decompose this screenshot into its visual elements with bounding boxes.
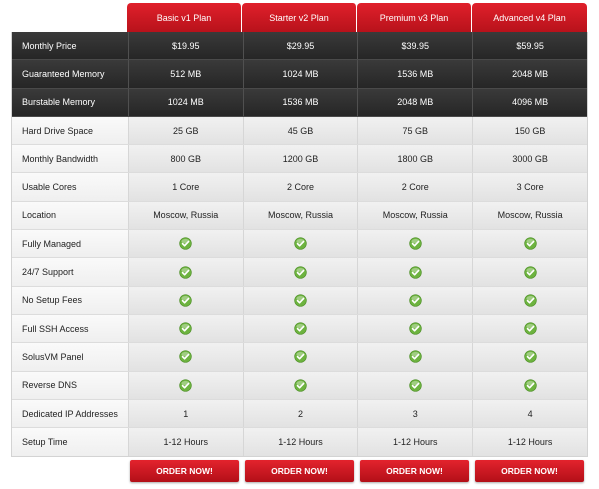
cell-value-advanced: $59.95: [472, 32, 587, 59]
table-row-monthly-price: [12, 32, 587, 60]
cell-value-starter: 2 Core: [243, 173, 358, 200]
cell-value-premium: $39.95: [357, 32, 472, 59]
green-check-icon: [524, 322, 537, 335]
cell-value-advanced: 4: [472, 400, 587, 427]
table-row-24-7-support: [12, 258, 587, 286]
cell-advanced: [472, 315, 587, 342]
order-now-button-basic[interactable]: ORDER NOW!: [130, 460, 239, 482]
row-label: Guaranteed Memory: [22, 68, 105, 79]
plan-name-starter: Starter v2 Plan: [242, 3, 357, 32]
cell-starter: [243, 372, 358, 399]
cell-basic: [128, 230, 243, 257]
cell-value-starter: 1024 MB: [243, 60, 358, 87]
cell-advanced: [472, 372, 587, 399]
cell-basic: [128, 343, 243, 370]
cell-value-advanced: 3 Core: [472, 173, 587, 200]
green-check-icon: [179, 350, 192, 363]
table-row-burstable-memory: [12, 89, 587, 117]
green-check-icon: [294, 379, 307, 392]
green-check-icon: [524, 379, 537, 392]
order-spacer: [11, 460, 127, 482]
green-check-icon: [524, 294, 537, 307]
cell-premium: [357, 230, 472, 257]
cell-value-basic: 800 GB: [128, 145, 243, 172]
cell-premium: [357, 287, 472, 314]
green-check-icon: [524, 266, 537, 279]
cell-basic: [128, 287, 243, 314]
table-row-setup-time: [12, 428, 587, 456]
green-check-icon: [294, 322, 307, 335]
row-label: Setup Time: [12, 428, 128, 456]
cell-premium: [357, 315, 472, 342]
green-check-icon: [294, 294, 307, 307]
cell-basic: [128, 258, 243, 285]
cell-premium: [357, 372, 472, 399]
table-row-no-setup-fees: [12, 287, 587, 315]
table-row-location: [12, 202, 587, 230]
cell-advanced: [472, 343, 587, 370]
table-row-solusvm-panel: [12, 343, 587, 371]
table-row-guaranteed-memory: [12, 60, 587, 88]
green-check-icon: [294, 350, 307, 363]
cell-value-basic: 1: [128, 400, 243, 427]
cell-value-premium: 3: [357, 400, 472, 427]
cell-value-premium: 1800 GB: [357, 145, 472, 172]
cell-value-starter: Moscow, Russia: [243, 202, 358, 229]
cell-starter: [243, 343, 358, 370]
cell-premium: [357, 343, 472, 370]
green-check-icon: [294, 237, 307, 250]
cell-value-starter: 1536 MB: [243, 89, 358, 116]
cell-value-advanced: 3000 GB: [472, 145, 587, 172]
cell-value-basic: 1024 MB: [128, 89, 243, 116]
cell-value-basic: 25 GB: [128, 117, 243, 144]
green-check-icon: [524, 350, 537, 363]
table-row-full-ssh-access: [12, 315, 587, 343]
table-row-monthly-bandwidth: [12, 145, 587, 173]
cell-starter: [243, 315, 358, 342]
green-check-icon: [179, 237, 192, 250]
cell-value-starter: 1200 GB: [243, 145, 358, 172]
row-label: Dedicated IP Addresses: [12, 400, 128, 427]
cell-value-premium: 2048 MB: [357, 89, 472, 116]
green-check-icon: [524, 237, 537, 250]
cell-value-premium: 2 Core: [357, 173, 472, 200]
green-check-icon: [409, 322, 422, 335]
order-now-button-premium[interactable]: ORDER NOW!: [360, 460, 469, 482]
pricing-table-body: [11, 32, 588, 457]
table-row-dedicated-ip-addresses: [12, 400, 587, 428]
cell-value-basic: 1-12 Hours: [128, 428, 243, 456]
green-check-icon: [409, 266, 422, 279]
cell-value-starter: 45 GB: [243, 117, 358, 144]
plan-name-advanced: Advanced v4 Plan: [472, 3, 587, 32]
green-check-icon: [409, 350, 422, 363]
cell-value-advanced: 1-12 Hours: [472, 428, 587, 456]
cell-starter: [243, 230, 358, 257]
cell-value-basic: Moscow, Russia: [128, 202, 243, 229]
order-now-button-starter[interactable]: ORDER NOW!: [245, 460, 354, 482]
plan-name-premium: Premium v3 Plan: [357, 3, 472, 32]
green-check-icon: [179, 266, 192, 279]
cell-value-basic: 512 MB: [128, 60, 243, 87]
row-label: SolusVM Panel: [12, 343, 128, 370]
cell-starter: [243, 287, 358, 314]
green-check-icon: [409, 379, 422, 392]
cell-advanced: [472, 258, 587, 285]
row-label: Monthly Price: [22, 40, 77, 51]
cell-basic: [128, 372, 243, 399]
green-check-icon: [294, 266, 307, 279]
cell-basic: [128, 315, 243, 342]
cell-value-premium: Moscow, Russia: [357, 202, 472, 229]
cell-value-premium: 75 GB: [357, 117, 472, 144]
cell-value-starter: 2: [243, 400, 358, 427]
cell-premium: [357, 258, 472, 285]
cell-value-basic: $19.95: [128, 32, 243, 59]
cell-starter: [243, 258, 358, 285]
cell-value-starter: 1-12 Hours: [243, 428, 358, 456]
order-row: [11, 460, 588, 482]
cell-value-premium: 1-12 Hours: [357, 428, 472, 456]
pricing-table: [11, 3, 588, 482]
cell-value-advanced: 4096 MB: [472, 89, 587, 116]
cell-value-advanced: 2048 MB: [472, 60, 587, 87]
row-label: Hard Drive Space: [12, 117, 128, 144]
cell-value-starter: $29.95: [243, 32, 358, 59]
green-check-icon: [179, 322, 192, 335]
cell-value-advanced: Moscow, Russia: [472, 202, 587, 229]
header-spacer: [11, 3, 127, 32]
green-check-icon: [409, 237, 422, 250]
table-row-reverse-dns: [12, 372, 587, 400]
plan-header-row: [11, 3, 588, 32]
cell-value-premium: 1536 MB: [357, 60, 472, 87]
row-label: Location: [12, 202, 128, 229]
cell-advanced: [472, 230, 587, 257]
row-label: Full SSH Access: [12, 315, 128, 342]
green-check-icon: [409, 294, 422, 307]
green-check-icon: [179, 294, 192, 307]
table-row-usable-cores: [12, 173, 587, 201]
row-label: Fully Managed: [12, 230, 128, 257]
row-label: No Setup Fees: [12, 287, 128, 314]
green-check-icon: [179, 379, 192, 392]
plan-name-basic: Basic v1 Plan: [127, 3, 242, 32]
table-row-hard-drive-space: [12, 117, 587, 145]
cell-advanced: [472, 287, 587, 314]
order-now-button-advanced[interactable]: ORDER NOW!: [475, 460, 584, 482]
cell-value-basic: 1 Core: [128, 173, 243, 200]
row-label: Burstable Memory: [22, 97, 96, 108]
cell-value-advanced: 150 GB: [472, 117, 587, 144]
row-label: Usable Cores: [12, 173, 128, 200]
table-row-fully-managed: [12, 230, 587, 258]
row-label: Monthly Bandwidth: [12, 145, 128, 172]
row-label: 24/7 Support: [12, 258, 128, 285]
row-label: Reverse DNS: [12, 372, 128, 399]
